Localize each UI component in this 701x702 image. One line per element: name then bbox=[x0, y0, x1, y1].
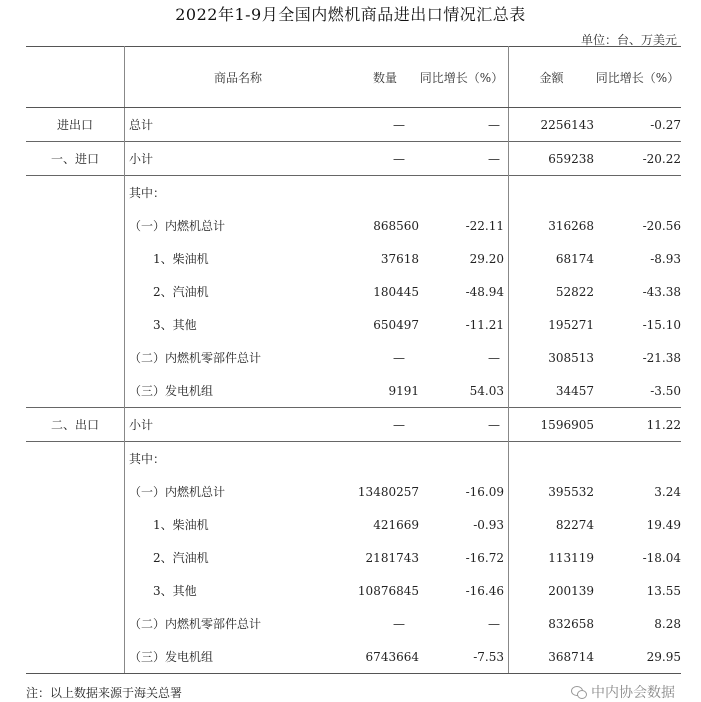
row-name: （二）内燃机零部件总计 bbox=[129, 617, 262, 631]
row-amount-yoy bbox=[594, 442, 681, 476]
row-amount: 1596905 bbox=[509, 408, 595, 442]
row-amount: 368714 bbox=[509, 640, 595, 674]
table-row bbox=[26, 574, 681, 607]
row-qty-yoy: -16.09 bbox=[419, 475, 509, 508]
row-name: 3、其他 bbox=[153, 584, 197, 598]
row-amount-yoy: 19.49 bbox=[646, 517, 681, 532]
header-name: 商品名称 bbox=[125, 47, 352, 108]
row-qty: 9191 bbox=[388, 383, 419, 398]
row-qty-yoy: 29.20 bbox=[419, 242, 509, 275]
row-amount-yoy: -43.38 bbox=[642, 284, 681, 299]
row-qty: 868560 bbox=[373, 218, 419, 233]
row-section bbox=[26, 640, 125, 674]
row-name: 3、其他 bbox=[153, 318, 197, 332]
table-row bbox=[26, 176, 681, 210]
row-qty-yoy: — bbox=[419, 341, 509, 374]
row-name: （一）内燃机总计 bbox=[129, 219, 226, 233]
row-amount: 395532 bbox=[548, 484, 594, 499]
row-name: 2、汽油机 bbox=[153, 285, 209, 299]
row-qty: — bbox=[351, 142, 419, 176]
row-qty-yoy: -48.94 bbox=[419, 275, 509, 308]
row-qty-yoy: — bbox=[419, 607, 509, 640]
row-qty-yoy: — bbox=[419, 408, 509, 442]
row-amount: 113119 bbox=[548, 550, 594, 565]
source-note: 注：以上数据来源于海关总署 bbox=[26, 686, 183, 700]
row-name: 1、柴油机 bbox=[153, 518, 209, 532]
row-name: （三）发电机组 bbox=[125, 640, 352, 674]
row-amount-yoy: 3.24 bbox=[654, 484, 681, 499]
row-amount: 659238 bbox=[509, 142, 595, 176]
header-qty: 数量 bbox=[351, 47, 419, 108]
row-name: 小计 bbox=[125, 408, 352, 442]
header-qty-yoy: 同比增长（%） bbox=[419, 47, 509, 108]
row-section bbox=[26, 574, 125, 607]
unit-label: 单位：台、万美元 bbox=[580, 33, 677, 47]
row-amount: 195271 bbox=[548, 317, 594, 332]
row-qty: 13480257 bbox=[357, 484, 419, 499]
row-qty bbox=[351, 442, 419, 476]
row-amount-yoy: 8.28 bbox=[654, 616, 681, 631]
row-qty-yoy: — bbox=[419, 142, 509, 176]
table-row bbox=[26, 374, 681, 408]
row-name: （三）发电机组 bbox=[129, 384, 214, 398]
row-amount-yoy: -8.93 bbox=[650, 251, 681, 266]
row-qty-yoy: -7.53 bbox=[419, 640, 509, 674]
row-section bbox=[26, 242, 125, 275]
table-row bbox=[26, 209, 681, 242]
table-row bbox=[26, 242, 681, 275]
row-qty bbox=[351, 176, 419, 210]
table-row bbox=[26, 508, 681, 541]
row-qty-yoy: -11.21 bbox=[419, 308, 509, 341]
row-qty: — bbox=[351, 408, 419, 442]
row-amount bbox=[509, 442, 595, 476]
row-amount bbox=[509, 176, 595, 210]
row-qty-yoy: -16.72 bbox=[419, 541, 509, 574]
row-section bbox=[26, 442, 125, 476]
row-amount-yoy: -3.50 bbox=[650, 383, 681, 398]
row-section: 一、进口 bbox=[26, 142, 125, 176]
row-section bbox=[26, 176, 125, 210]
row-amount-yoy: -0.27 bbox=[594, 108, 681, 142]
row-amount: 68174 bbox=[555, 251, 594, 266]
table-row bbox=[26, 640, 681, 674]
row-name: 小计 bbox=[125, 142, 352, 176]
row-section bbox=[26, 475, 125, 508]
row-amount-yoy: 13.55 bbox=[646, 583, 681, 598]
row-section bbox=[26, 607, 125, 640]
row-amount-yoy: -21.38 bbox=[642, 350, 681, 365]
summary-table bbox=[26, 46, 681, 674]
row-amount: 308513 bbox=[548, 350, 594, 365]
row-qty: — bbox=[393, 616, 405, 631]
row-qty-yoy: -0.93 bbox=[419, 508, 509, 541]
header-section bbox=[26, 47, 125, 108]
row-amount: 82274 bbox=[555, 517, 594, 532]
row-name: 2、汽油机 bbox=[153, 551, 209, 565]
row-section bbox=[26, 275, 125, 308]
row-section bbox=[26, 341, 125, 374]
row-amount-yoy: -20.56 bbox=[642, 218, 681, 233]
row-qty: 37618 bbox=[380, 251, 419, 266]
header-amount: 金额 bbox=[509, 47, 595, 108]
table-row bbox=[26, 341, 681, 374]
row-qty: 10876845 bbox=[357, 583, 419, 598]
row-qty-yoy: -22.11 bbox=[419, 209, 509, 242]
row-amount-yoy: -18.04 bbox=[642, 550, 681, 565]
row-amount: 34457 bbox=[555, 383, 594, 398]
row-section bbox=[26, 508, 125, 541]
table-row bbox=[26, 275, 681, 308]
wechat-icon bbox=[571, 685, 587, 699]
row-qty-yoy: — bbox=[419, 108, 509, 142]
row-section: 进出口 bbox=[26, 108, 125, 142]
row-qty: 421669 bbox=[373, 517, 419, 532]
row-qty: 180445 bbox=[373, 284, 419, 299]
row-section bbox=[26, 374, 125, 408]
row-section bbox=[26, 541, 125, 574]
row-qty: — bbox=[393, 350, 405, 365]
row-qty-yoy bbox=[419, 442, 509, 476]
row-qty-yoy: 54.03 bbox=[419, 374, 509, 408]
table-row bbox=[26, 442, 681, 476]
row-amount: 2256143 bbox=[509, 108, 595, 142]
table-row bbox=[26, 408, 681, 442]
row-qty-yoy: -16.46 bbox=[419, 574, 509, 607]
header-amount-yoy: 同比增长（%） bbox=[594, 47, 681, 108]
row-name: 总计 bbox=[125, 108, 352, 142]
row-section bbox=[26, 308, 125, 341]
row-qty-yoy bbox=[419, 176, 509, 210]
row-section bbox=[26, 209, 125, 242]
row-qty: — bbox=[351, 108, 419, 142]
row-amount: 316268 bbox=[548, 218, 594, 233]
row-amount: 52822 bbox=[555, 284, 594, 299]
row-name: 1、柴油机 bbox=[153, 252, 209, 266]
row-amount-yoy: 11.22 bbox=[594, 408, 681, 442]
row-qty: 650497 bbox=[373, 317, 419, 332]
row-qty: 2181743 bbox=[365, 550, 419, 565]
table-row bbox=[26, 541, 681, 574]
page-title: 2022年1-9月全国内燃机商品进出口情况汇总表 bbox=[175, 5, 526, 24]
row-amount-yoy: -15.10 bbox=[642, 317, 681, 332]
row-name: 其中： bbox=[125, 442, 352, 476]
row-name: （一）内燃机总计 bbox=[129, 485, 226, 499]
row-amount-yoy bbox=[594, 176, 681, 210]
watermark-text: 中内协会数据 bbox=[591, 685, 675, 701]
row-amount-yoy: -20.22 bbox=[594, 142, 681, 176]
table-row bbox=[26, 108, 681, 142]
watermark bbox=[571, 682, 675, 702]
row-section: 二、出口 bbox=[26, 408, 125, 442]
row-amount-yoy: 29.95 bbox=[594, 640, 681, 674]
table-row bbox=[26, 308, 681, 341]
row-amount: 200139 bbox=[548, 583, 594, 598]
row-name: 其中： bbox=[125, 176, 352, 210]
row-qty: 6743664 bbox=[351, 640, 419, 674]
table-row bbox=[26, 607, 681, 640]
table-header-row bbox=[26, 47, 681, 108]
row-name: （二）内燃机零部件总计 bbox=[129, 351, 262, 365]
row-amount: 832658 bbox=[548, 616, 594, 631]
table-row bbox=[26, 142, 681, 176]
table-row bbox=[26, 475, 681, 508]
